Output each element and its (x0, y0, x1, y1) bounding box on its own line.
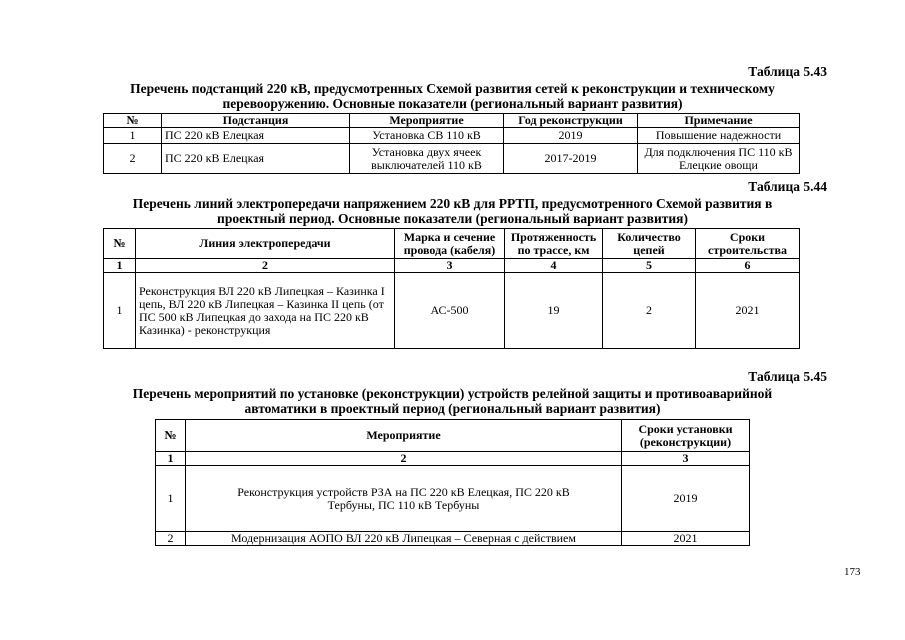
header-cell-year: Год реконструкции (504, 114, 638, 128)
header-cell-line: Линия электропередачи (136, 229, 395, 259)
table-5-44 (103, 228, 800, 349)
header-cell-terms: Сроки установки (реконструкции) (622, 420, 750, 452)
table-5-44-title-line2: проектный период. Основные показатели (региональный вариант развития) (217, 211, 688, 226)
table-5-44-caption: Таблица 5.44 (748, 179, 827, 194)
table-cell: 2019 (504, 128, 638, 144)
table-row (104, 144, 800, 174)
table-cell: ПС 220 кВ Елецкая (162, 128, 350, 144)
table-cell: Реконструкция устройств РЗА на ПС 220 кВ Елецкая, ПС 220 кВ Тербуны, ПС 110 кВ Тербуны (186, 466, 622, 532)
header-cell-substation: Подстанция (162, 114, 350, 128)
table-cell: АС-500 (395, 273, 505, 349)
table-5-45 (155, 419, 750, 546)
table-5-43-caption: Таблица 5.43 (748, 64, 827, 79)
column-number: 1 (156, 452, 186, 466)
column-number: 1 (104, 259, 136, 273)
table-cell: 2019 (622, 466, 750, 532)
table-cell: Установка СВ 110 кВ (350, 128, 504, 144)
table-cell: 2021 (696, 273, 800, 349)
table-5-43-title-line2: перевооружению. Основные показатели (региональный вариант развития) (222, 96, 683, 111)
table-cell: Для подключения ПС 110 кВ Елецкие овощи (638, 144, 800, 174)
column-number: 3 (395, 259, 505, 273)
page-number: 173 (844, 566, 861, 578)
table-row (104, 273, 800, 349)
column-number: 5 (603, 259, 696, 273)
table-cell: 2017-2019 (504, 144, 638, 174)
column-number: 2 (186, 452, 622, 466)
column-number-row (104, 259, 800, 273)
table-cell: 19 (505, 273, 603, 349)
table-cell: 1 (104, 128, 162, 144)
column-number: 4 (505, 259, 603, 273)
table-cell: Повышение надежности (638, 128, 800, 144)
table-cell: Реконструкция ВЛ 220 кВ Липецкая – Казинка I цепь, ВЛ 220 кВ Липецкая – Казинка II цепь (от ПС 500 кВ Липецкая до захода на ПС 220 кВ Казинка) - реконструкция (136, 273, 395, 349)
table-cell: 2 (104, 144, 162, 174)
table-5-44-title-line1: Перечень линий электропередачи напряжением 220 кВ для РРТП, предусмотренного Схемой развития в (132, 196, 773, 211)
table-cell: Модернизация АОПО ВЛ 220 кВ Липецкая – Северная с действием (186, 532, 622, 546)
column-number-row (156, 452, 750, 466)
table-row (156, 466, 750, 532)
header-cell-measure: Мероприятие (350, 114, 504, 128)
header-cell-circuits: Количество цепей (603, 229, 696, 259)
table-header-row (156, 420, 750, 452)
header-cell-number: № (104, 114, 162, 128)
table-row (104, 128, 800, 144)
table-cell: 2 (156, 532, 186, 546)
table-row (156, 532, 750, 546)
table-5-45-title-line1: Перечень мероприятий по установке (реконструкции) устройств релейной защиты и противоаварийной (132, 386, 773, 401)
header-cell-measure: Мероприятие (186, 420, 622, 452)
header-cell-length: Протяженность по трассе, км (505, 229, 603, 259)
header-cell-number: № (156, 420, 186, 452)
column-number: 3 (622, 452, 750, 466)
table-5-43 (103, 113, 800, 174)
table-5-44-title (100, 196, 805, 226)
column-number: 6 (696, 259, 800, 273)
table-5-43-title-line1: Перечень подстанций 220 кВ, предусмотренных Схемой развития сетей к реконструкции и техническому (130, 81, 775, 96)
table-cell: ПС 220 кВ Елецкая (162, 144, 350, 174)
table-5-43-title (100, 81, 805, 111)
header-cell-note: Примечание (638, 114, 800, 128)
column-number: 2 (136, 259, 395, 273)
table-5-45-caption: Таблица 5.45 (748, 369, 827, 384)
header-cell-terms: Сроки строительства (696, 229, 800, 259)
table-cell: 1 (104, 273, 136, 349)
table-5-45-title-line2: автоматики в проектный период (региональный вариант развития) (244, 401, 661, 416)
table-cell: Установка двух ячеек выключателей 110 кВ (350, 144, 504, 174)
header-cell-wire: Марка и сечение провода (кабеля) (395, 229, 505, 259)
table-header-row (104, 114, 800, 128)
table-5-45-title (100, 386, 805, 416)
header-cell-number: № (104, 229, 136, 259)
table-cell: 1 (156, 466, 186, 532)
table-cell: 2 (603, 273, 696, 349)
table-header-row (104, 229, 800, 259)
table-cell: 2021 (622, 532, 750, 546)
